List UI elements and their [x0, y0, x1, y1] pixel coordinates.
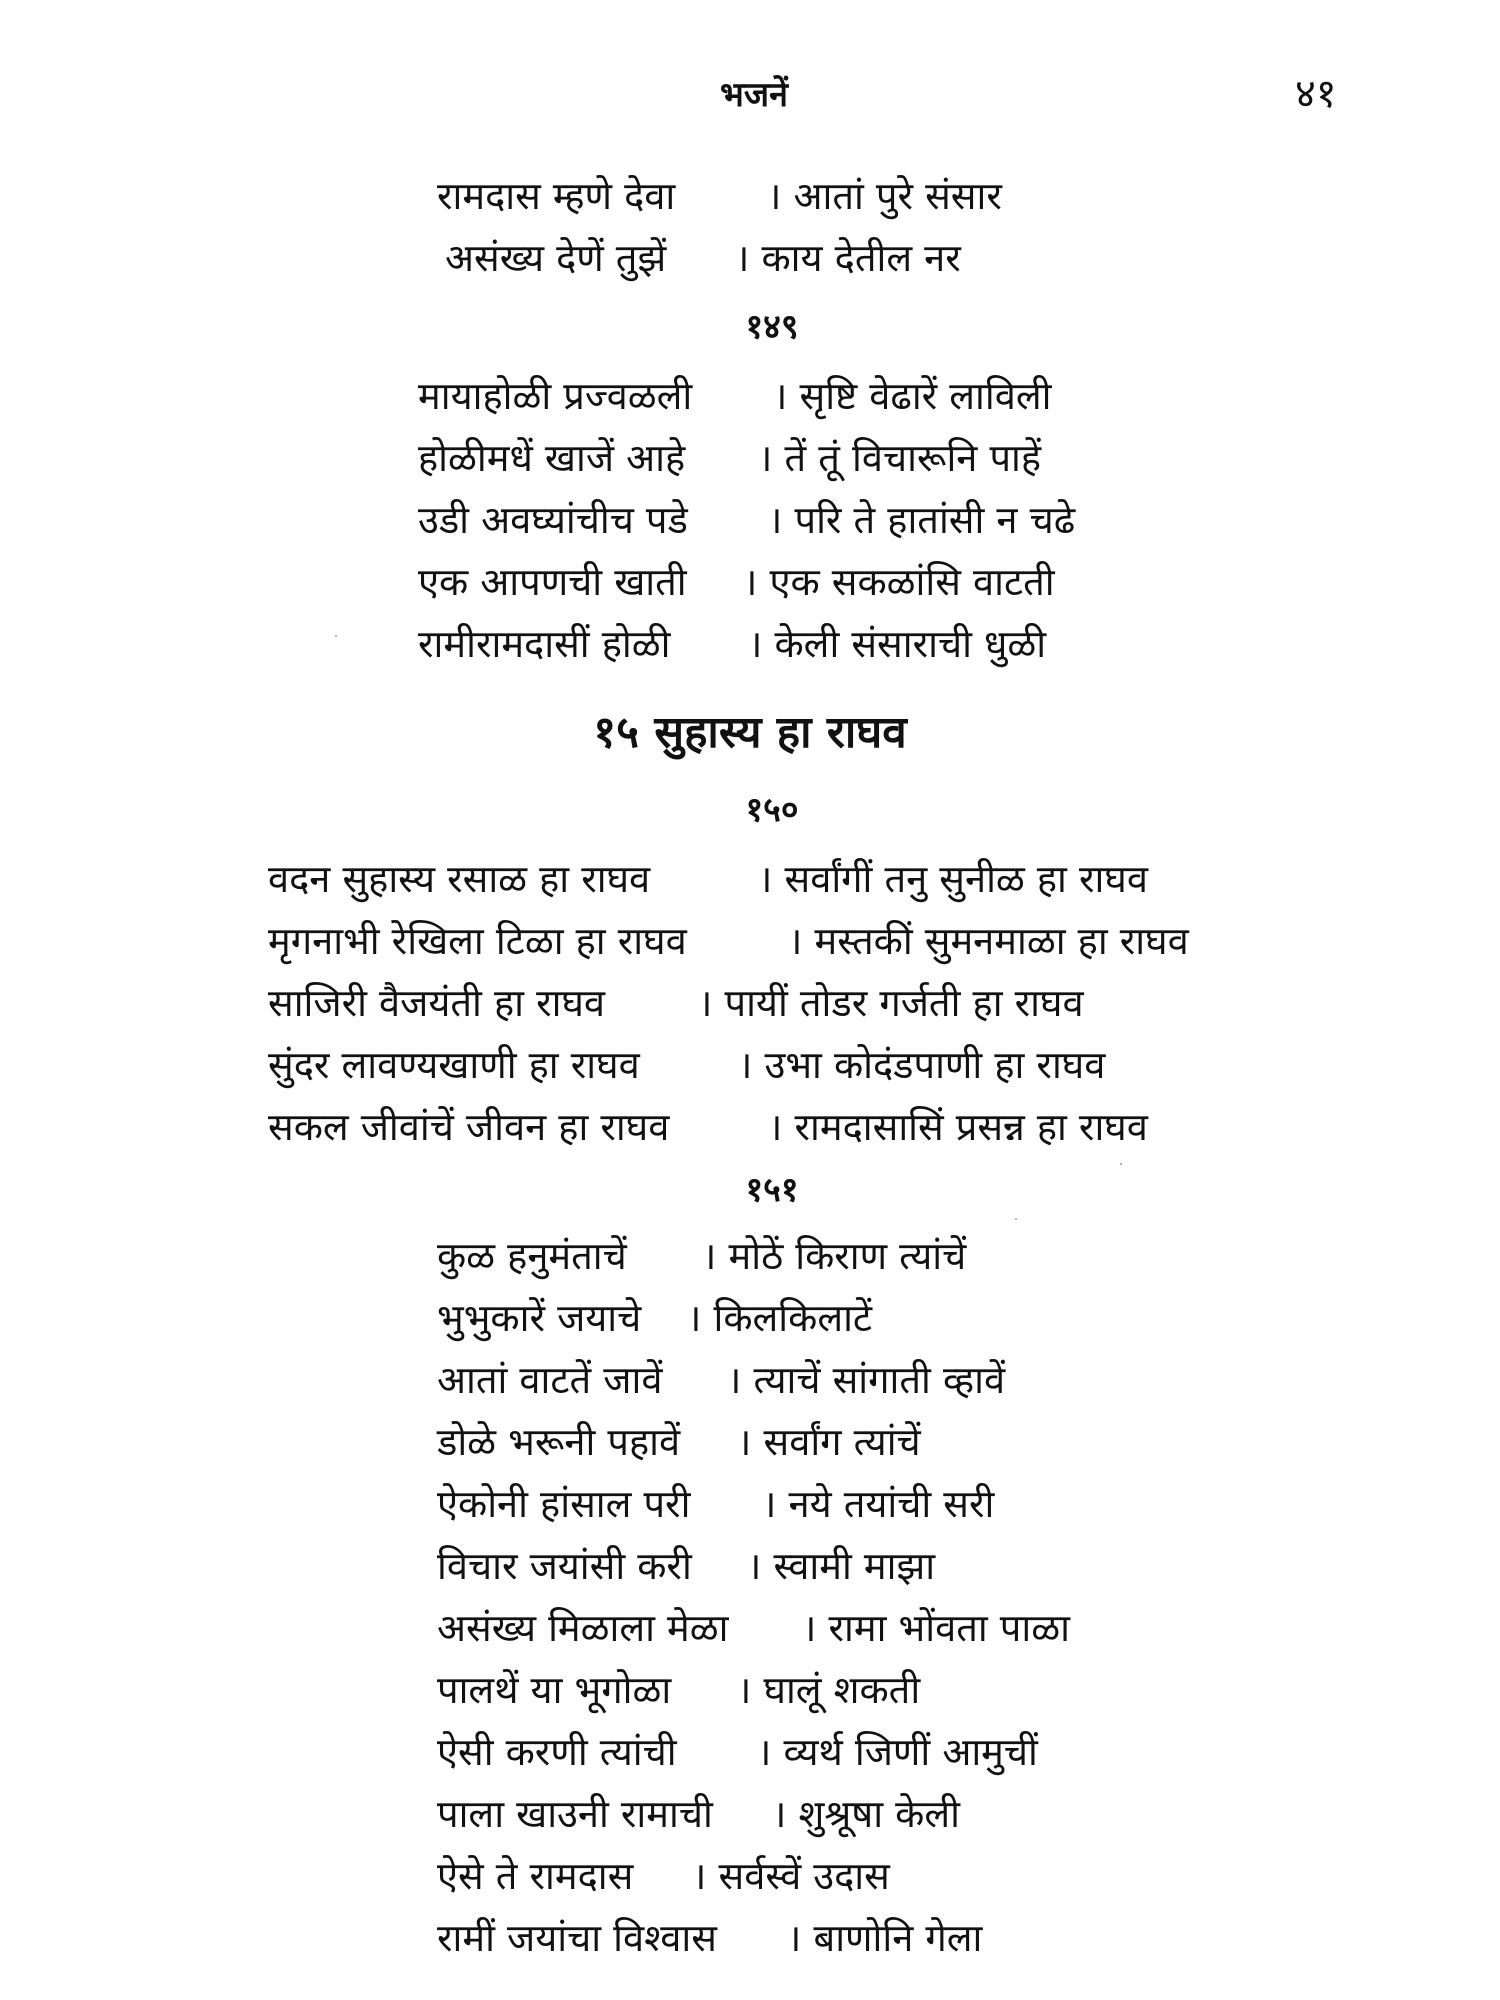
verse-line-second-half: काय देतील नर [761, 236, 961, 280]
verse-line-first-half: ऐकोनी हांसाल परी [437, 1482, 691, 1526]
verse-line [437, 1473, 1070, 1535]
verse-number: १५१ [745, 1170, 799, 1210]
verse-danda: । [758, 857, 773, 901]
verse-line-first-half: भुभुकारें जयाचे [437, 1296, 642, 1340]
verse-line [418, 427, 1075, 489]
verse-danda: । [687, 1296, 702, 1340]
verse-line [418, 489, 1075, 551]
verse-line-first-half: रामीं जयांचा विश्वास [437, 1916, 717, 1960]
verse-line-second-half: परि ते हातांसी न चढे [794, 498, 1076, 542]
verse-danda: । [758, 436, 773, 480]
verse-line-second-half: त्याचें सांगाती व्हावें [753, 1358, 1006, 1402]
verse-continuation [437, 165, 1002, 289]
verse-danda: । [748, 622, 763, 666]
verse-danda: । [735, 236, 750, 280]
verse-line-first-half: डोळे भरूनी पहावें [437, 1420, 681, 1464]
verse-danda: । [787, 1916, 802, 1960]
verse-line-first-half: उडी अवघ्यांचीच पडे [418, 498, 688, 542]
verse-danda: । [802, 1606, 817, 1650]
verse-danda: । [737, 1668, 752, 1712]
verse-line-second-half: नये तयांची सरी [788, 1482, 995, 1526]
scan-speck [1015, 1218, 1017, 1220]
scan-speck [335, 635, 337, 637]
verse-danda: । [768, 498, 783, 542]
verse-line [437, 1287, 1070, 1349]
verse-line [437, 1659, 1070, 1721]
verse-danda: । [762, 1482, 777, 1526]
running-head: भजनें [720, 75, 788, 115]
verse-danda: । [768, 1105, 783, 1149]
verse-line-second-half: मस्तकीं सुमनमाळा हा राघव [814, 919, 1189, 963]
verse-line [418, 365, 1075, 427]
verse-line [268, 972, 1189, 1034]
verse-line [418, 551, 1075, 613]
verse-line-second-half: स्वामी माझा [773, 1544, 936, 1588]
verse-line [437, 1349, 1070, 1411]
verse-danda: । [702, 1234, 717, 1278]
verse-line-second-half: पायीं तोडर गर्जती हा राघव [724, 981, 1084, 1025]
verse-line-first-half: असंख्य देणें तुझें [445, 236, 667, 280]
scan-speck [1120, 1163, 1122, 1165]
verse-line-second-half: बाणोनि गेला [813, 1916, 983, 1960]
verse-line [437, 227, 1002, 289]
verse-line-second-half: एक सकळांसि वाटती [769, 560, 1055, 604]
verse-line-first-half: असंख्य मिळाला मेळा [437, 1606, 729, 1650]
verse-danda: । [738, 1043, 753, 1087]
verse-danda: । [773, 374, 788, 418]
verse-line [268, 848, 1189, 910]
verse-danda: । [737, 1420, 752, 1464]
verse-line [437, 1597, 1070, 1659]
verse-line-first-half: एक आपणची खाती [418, 560, 687, 604]
verse-line-second-half: घालूं शकती [763, 1668, 921, 1712]
verse-line-second-half: सर्वांगीं तनु सुनीळ हा राघव [784, 857, 1148, 901]
verse-149 [418, 365, 1075, 675]
verse-line-first-half: ऐसी करणी त्यांची [437, 1730, 677, 1774]
verse-danda: । [743, 560, 758, 604]
verse-line-first-half: मायाहोळी प्रज्वळली [418, 374, 693, 418]
verse-line [437, 1721, 1070, 1783]
verse-line [437, 1225, 1070, 1287]
verse-number: १५० [745, 790, 799, 830]
verse-line-first-half: पालथें या भूगोळा [437, 1668, 672, 1712]
page-header [0, 58, 1500, 118]
verse-line [437, 1845, 1070, 1907]
verse-line-first-half: साजिरी वैजयंती हा राघव [268, 981, 606, 1025]
verse-line [437, 1535, 1070, 1597]
verse-line-second-half: मोठें किराण त्यांचें [728, 1234, 967, 1278]
verse-line-first-half: पाला खाउनी रामाची [437, 1792, 713, 1836]
verse-line [437, 1783, 1070, 1845]
verse-line-second-half: उभा कोदंडपाणी हा राघव [764, 1043, 1106, 1087]
verse-line [268, 1096, 1189, 1158]
verse-danda: । [692, 1854, 707, 1898]
verse-danda: । [698, 981, 713, 1025]
verse-line-first-half: कुळ हनुमंताचें [437, 1234, 627, 1278]
verse-line [437, 165, 1002, 227]
verse-line-second-half: सृष्टि वेढारें लाविली [799, 374, 1052, 418]
verse-150 [268, 848, 1189, 1158]
verse-line-second-half: रामा भोंवता पाळा [828, 1606, 1070, 1650]
verse-line-second-half: रामदासासिं प्रसन्न हा राघव [794, 1105, 1148, 1149]
verse-danda: । [767, 174, 782, 218]
verse-line-second-half: केली संसाराची धुळी [774, 622, 1047, 666]
verse-line-first-half: रामदास म्हणे देवा [437, 174, 676, 218]
page-number: ४१ [1295, 71, 1337, 117]
verse-line-second-half: शुश्रूषा केली [798, 1792, 960, 1836]
verse-line-second-half: व्यर्थ जिणीं आमुचीं [783, 1730, 1038, 1774]
verse-line-second-half: तें तूं विचारूनि पाहें [784, 436, 1042, 480]
verse-line-first-half: मृगनाभी रेखिला टिळा हा राघव [268, 919, 687, 963]
verse-151 [437, 1225, 1070, 1969]
verse-line-second-half: किलकिलाटें [713, 1296, 873, 1340]
verse-line [268, 910, 1189, 972]
verse-line-second-half: आतां पुरे संसार [793, 174, 1002, 218]
section-heading: १५ सुहास्य हा राघव [593, 707, 907, 758]
verse-line [418, 613, 1075, 675]
verse-line-first-half: रामीरामदासीं होळी [418, 622, 671, 666]
verse-danda: । [747, 1544, 762, 1588]
verse-line-second-half: सर्वांग त्यांचें [763, 1420, 921, 1464]
verse-danda: । [757, 1730, 772, 1774]
verse-line-first-half: आतां वाटतें जावें [437, 1358, 663, 1402]
verse-line-first-half: सकल जीवांचें जीवन हा राघव [268, 1105, 670, 1149]
verse-danda: । [772, 1792, 787, 1836]
verse-line-second-half: सर्वस्वें उदास [718, 1854, 890, 1898]
verse-line [437, 1411, 1070, 1473]
verse-line-first-half: ऐसे ते रामदास [437, 1854, 634, 1898]
verse-number: १४९ [745, 307, 799, 347]
verse-line-first-half: विचार जयांसी करी [437, 1544, 692, 1588]
verse-line-first-half: वदन सुहास्य रसाळ हा राघव [268, 857, 651, 901]
verse-danda: । [788, 919, 803, 963]
verse-danda: । [727, 1358, 742, 1402]
verse-line [437, 1907, 1070, 1969]
verse-line [268, 1034, 1189, 1096]
verse-line-first-half: सुंदर लावण्यखाणी हा राघव [268, 1043, 640, 1087]
verse-line-first-half: होळीमधें खाजें आहे [418, 436, 686, 480]
